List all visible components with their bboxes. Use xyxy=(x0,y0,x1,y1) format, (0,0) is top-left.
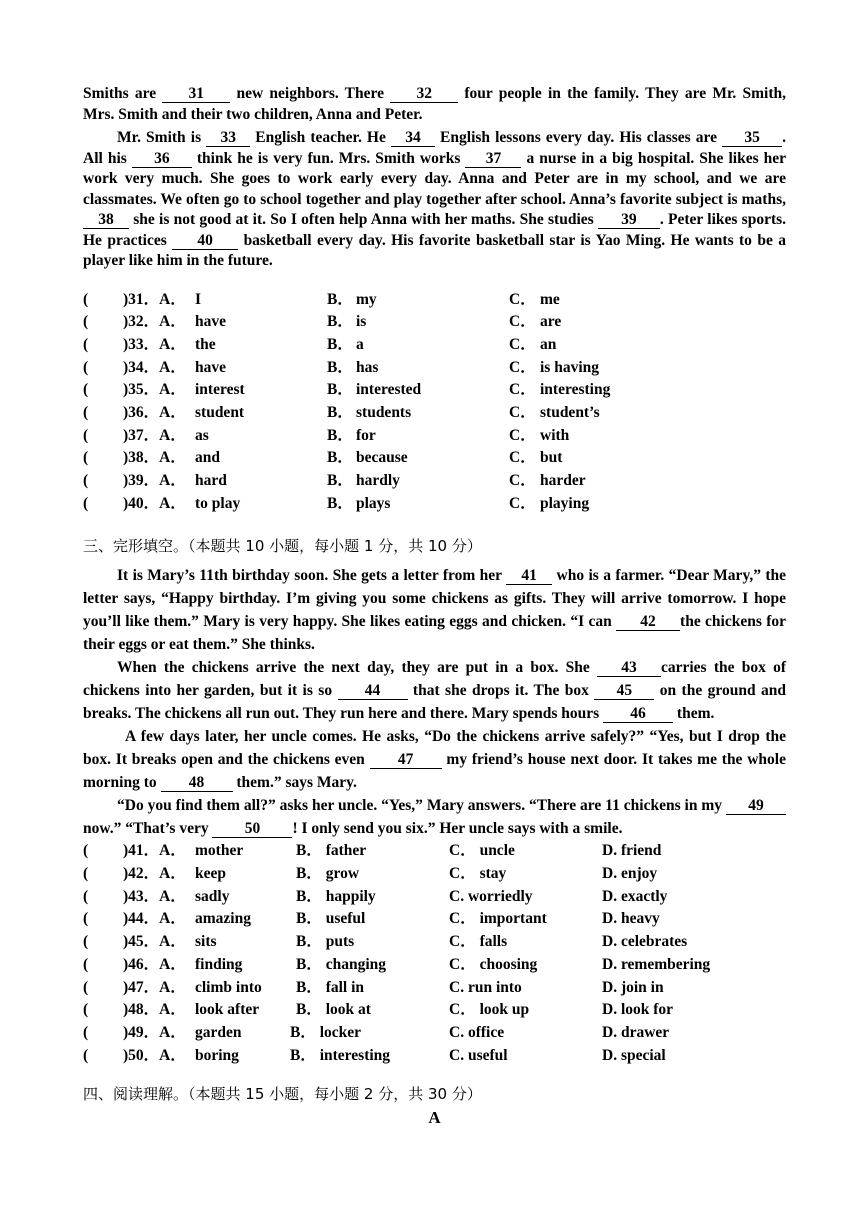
option-paren[interactable]: ( xyxy=(83,426,89,444)
option-c: C. office xyxy=(449,1023,505,1041)
option-num: )42．A． xyxy=(123,865,186,883)
option-d: D. join in xyxy=(602,978,664,996)
passage1-para1 xyxy=(83,84,786,125)
option-bl: B． xyxy=(327,290,353,308)
passage1-para2 xyxy=(83,128,786,272)
question-row xyxy=(83,931,786,954)
option-cl: C． xyxy=(509,313,536,331)
option-b: B． happily xyxy=(296,887,376,905)
answer-blank-49: 49 xyxy=(726,798,786,815)
passage-text: It is Mary’s 11th birthday soon. She gets a letter from her xyxy=(117,567,507,585)
option-d: D. special xyxy=(602,1046,666,1064)
passage1-questions xyxy=(83,289,786,516)
option-a: garden xyxy=(195,1023,242,1041)
passage-text: . All his xyxy=(83,129,786,167)
option-cl: C． xyxy=(509,290,536,308)
option-cl: C． xyxy=(509,449,536,467)
question-row xyxy=(83,954,786,977)
question-row xyxy=(83,470,786,493)
option-paren[interactable]: ( xyxy=(83,494,89,512)
option-bl: B． xyxy=(327,426,353,444)
passage-text: the chickens for their eggs or eat them.” She thinks. xyxy=(83,613,787,654)
option-paren[interactable]: ( xyxy=(83,381,89,399)
option-paren[interactable]: ( xyxy=(83,842,89,860)
option-cl: C． xyxy=(509,403,536,421)
passage-text: now.” “That’s very xyxy=(83,820,213,838)
option-c: C． uncle xyxy=(449,842,515,860)
question-row xyxy=(83,840,786,863)
option-c: C． choosing xyxy=(449,955,538,973)
option-paren[interactable]: ( xyxy=(83,910,89,928)
answer-blank-33: 33 xyxy=(206,130,250,147)
answer-blank-47: 47 xyxy=(370,752,442,769)
option-b: interested xyxy=(356,381,422,399)
option-num: )43．A． xyxy=(123,887,186,905)
answer-blank-38: 38 xyxy=(83,212,129,229)
question-row xyxy=(83,1045,786,1068)
option-c: is having xyxy=(540,358,600,376)
question-row xyxy=(83,402,786,425)
option-paren[interactable]: ( xyxy=(83,313,89,331)
answer-blank-34: 34 xyxy=(391,130,435,147)
option-c: C． stay xyxy=(449,865,507,883)
answer-blank-35: 35 xyxy=(722,130,782,147)
option-paren[interactable]: ( xyxy=(83,1001,89,1019)
passage-text: them. xyxy=(673,705,715,723)
answer-blank-45: 45 xyxy=(594,683,654,700)
option-num: )37．A． xyxy=(123,426,186,444)
option-c: student’s xyxy=(540,403,600,421)
answer-blank-32: 32 xyxy=(390,86,458,103)
option-a: finding xyxy=(195,955,243,973)
option-num: )44．A． xyxy=(123,910,186,928)
passage-text: Smiths are xyxy=(83,85,163,102)
option-paren[interactable]: ( xyxy=(83,403,89,421)
answer-blank-41: 41 xyxy=(506,568,552,585)
option-a: I xyxy=(195,290,202,308)
option-paren[interactable]: ( xyxy=(83,449,89,467)
option-paren[interactable]: ( xyxy=(83,978,89,996)
option-a: mother xyxy=(195,842,244,860)
answer-blank-39: 39 xyxy=(598,212,660,229)
option-bl: B． xyxy=(327,313,353,331)
answer-blank-48: 48 xyxy=(161,775,233,792)
option-a: look after xyxy=(195,1001,260,1019)
question-row xyxy=(83,999,786,1022)
answer-blank-42: 42 xyxy=(616,614,680,631)
option-num: )50．A． xyxy=(123,1046,186,1064)
option-d: D. enjoy xyxy=(602,865,658,883)
option-b: B． interesting xyxy=(290,1046,391,1064)
question-row xyxy=(83,863,786,886)
option-a: climb into xyxy=(195,978,262,996)
option-b: students xyxy=(356,403,412,421)
option-num: )49．A． xyxy=(123,1023,186,1041)
option-a: to play xyxy=(195,494,241,512)
section4-title: 四、阅读理解。（本题共 15 小题，每小题 2 分，共 30 分） xyxy=(83,1085,482,1104)
option-c: C. run into xyxy=(449,978,522,996)
option-paren[interactable]: ( xyxy=(83,865,89,883)
question-row xyxy=(83,357,786,380)
option-d: D. exactly xyxy=(602,887,668,905)
passage-text: . Peter likes sports. He practices xyxy=(83,211,787,249)
option-b: B． fall in xyxy=(296,978,365,996)
passage-text: basketball every day. His favorite basketball star is Yao Ming. He wants to be a player like him in the future. xyxy=(83,231,787,269)
option-c: interesting xyxy=(540,381,611,399)
passage-text: ! I only send you six.” Her uncle says with a smile. xyxy=(292,820,623,838)
option-c: C． important xyxy=(449,910,547,928)
question-row xyxy=(83,447,786,470)
option-c: an xyxy=(540,335,557,353)
option-cl: C． xyxy=(509,358,536,376)
passage2-questions xyxy=(83,840,786,1067)
option-cl: C． xyxy=(509,472,536,489)
question-row xyxy=(83,908,786,931)
option-c: but xyxy=(540,449,563,467)
option-d: D. look for xyxy=(602,1001,674,1019)
option-cl: C． xyxy=(509,381,536,399)
option-cl: C． xyxy=(509,335,536,353)
option-b: B． locker xyxy=(290,1023,362,1041)
option-c: with xyxy=(540,426,570,444)
option-paren[interactable]: ( xyxy=(83,955,89,973)
passage2-para1 xyxy=(83,564,786,656)
passage-text: carries the box of chickens into her garden, but it is so xyxy=(83,659,786,700)
option-paren[interactable]: ( xyxy=(83,1046,89,1064)
option-bl: B． xyxy=(327,472,353,489)
option-paren[interactable]: ( xyxy=(83,887,89,905)
option-num: )32．A． xyxy=(123,313,186,331)
passage-text: English teacher. He xyxy=(250,129,391,146)
option-b: B． useful xyxy=(296,910,366,928)
question-row xyxy=(83,886,786,909)
option-bl: B． xyxy=(327,494,353,512)
question-row xyxy=(83,311,786,334)
passage-text: think he is very fun. Mrs. Smith works xyxy=(191,149,466,167)
option-d: D. remembering xyxy=(602,955,711,973)
option-a: as xyxy=(195,426,209,444)
option-num: )36．A． xyxy=(123,403,186,421)
question-row xyxy=(83,379,786,402)
option-b: for xyxy=(356,426,376,444)
answer-blank-46: 46 xyxy=(603,706,673,723)
option-cl: C． xyxy=(509,426,536,444)
option-bl: B． xyxy=(327,381,353,399)
section3-title: 三、完形填空。（本题共 10 小题，每小题 1 分，共 10 分） xyxy=(83,537,482,556)
option-a: keep xyxy=(195,865,226,883)
option-b: B． grow xyxy=(296,865,360,883)
option-a: amazing xyxy=(195,910,251,928)
option-num: )34．A． xyxy=(123,358,186,376)
question-row xyxy=(83,493,786,516)
passage-text: English lessons every day. His classes are xyxy=(434,129,723,146)
option-c: harder xyxy=(540,472,586,489)
option-a: sits xyxy=(195,933,217,951)
option-c: playing xyxy=(540,494,590,512)
option-d: D. celebrates xyxy=(602,933,688,951)
question-row xyxy=(83,977,786,1000)
answer-blank-36: 36 xyxy=(132,151,192,168)
option-a: sadly xyxy=(195,887,230,905)
answer-blank-40: 40 xyxy=(172,233,238,250)
passage-text: my friend’s house next door. It takes me the whole morning to xyxy=(83,751,786,792)
option-a: interest xyxy=(195,381,245,399)
option-b: because xyxy=(356,449,408,467)
option-bl: B． xyxy=(327,358,353,376)
option-b: B． puts xyxy=(296,933,355,951)
option-num: )33．A． xyxy=(123,335,186,353)
option-a: have xyxy=(195,358,226,376)
passage-text: When the chickens arrive the next day, they are put in a box. She xyxy=(117,659,597,677)
option-c: C. worriedly xyxy=(449,887,533,905)
option-paren[interactable]: ( xyxy=(83,933,89,951)
option-num: )35．A． xyxy=(123,381,186,399)
answer-blank-43: 43 xyxy=(597,660,661,677)
option-c: C. useful xyxy=(449,1046,508,1064)
option-paren[interactable]: ( xyxy=(83,290,89,308)
option-paren[interactable]: ( xyxy=(83,335,89,353)
passage-text: she is not good at it. So I often help Anna with her maths. She studies xyxy=(129,211,598,228)
part-label: A xyxy=(428,1108,441,1128)
option-num: )46．A． xyxy=(123,955,186,973)
option-b: plays xyxy=(356,494,391,512)
answer-blank-31: 31 xyxy=(162,86,230,103)
passage-text: them.” says Mary. xyxy=(232,774,357,792)
passage2-para2 xyxy=(83,656,786,725)
option-b: hardly xyxy=(356,472,400,489)
option-d: D. heavy xyxy=(602,910,660,928)
option-a: hard xyxy=(195,472,227,489)
option-num: )41．A． xyxy=(123,842,186,860)
question-row xyxy=(83,289,786,312)
option-a: boring xyxy=(195,1046,239,1064)
option-b: a xyxy=(356,335,364,353)
option-b: is xyxy=(356,313,367,331)
option-b: B． changing xyxy=(296,955,387,973)
passage2-para4 xyxy=(83,794,786,840)
passage-text: that she drops it. The box xyxy=(407,682,595,700)
passage-text: Mr. Smith is xyxy=(117,129,207,146)
question-row xyxy=(83,425,786,448)
option-b: B． look at xyxy=(296,1001,371,1019)
option-num: )48．A． xyxy=(123,1001,186,1019)
passage-text: four people in the family. They are Mr. Smith, Mrs. Smith and their two children, Anna and Peter. xyxy=(83,85,786,123)
passage-text: A few days later, her uncle comes. He asks, “Do the chickens arrive safely?” “Yes, but I drop the box. It breaks open and the chickens even xyxy=(83,728,786,769)
option-num: )45．A． xyxy=(123,933,186,951)
option-a: and xyxy=(195,449,220,467)
option-c: C． falls xyxy=(449,933,508,951)
option-paren[interactable]: ( xyxy=(83,472,89,489)
question-row xyxy=(83,1022,786,1045)
option-a: student xyxy=(195,403,245,421)
option-bl: B． xyxy=(327,403,353,421)
option-num: )47．A． xyxy=(123,978,186,996)
option-paren[interactable]: ( xyxy=(83,1023,89,1041)
option-paren[interactable]: ( xyxy=(83,358,89,376)
answer-blank-50: 50 xyxy=(212,821,292,838)
option-bl: B． xyxy=(327,335,353,353)
option-cl: C． xyxy=(509,494,536,512)
passage-text: “Do you find them all?” asks her uncle. “Yes,” Mary answers. “There are 11 chickens in my xyxy=(117,797,726,815)
option-a: the xyxy=(195,335,216,353)
passage-text: new neighbors. There xyxy=(230,85,391,102)
option-a: have xyxy=(195,313,226,331)
option-c: me xyxy=(540,290,560,308)
option-bl: B． xyxy=(327,449,353,467)
option-num: )39．A． xyxy=(123,472,186,489)
option-d: D. friend xyxy=(602,842,662,860)
option-num: )38．A． xyxy=(123,449,186,467)
passage2-para3 xyxy=(83,725,786,794)
exam-page xyxy=(83,84,786,1128)
option-b: my xyxy=(356,290,377,308)
answer-blank-44: 44 xyxy=(338,683,408,700)
passage-text: a nurse in a big hospital. She likes her work very much. She goes to work early every day. Anna and Peter are in my school, and we are classmates. We often go to school together and play together after school. Anna’s favorite subject is maths, xyxy=(83,149,787,208)
option-c: C． look up xyxy=(449,1001,530,1019)
passage-text: on the ground and breaks. The chickens all run out. They run here and there. Mary spends hours xyxy=(83,682,786,723)
option-c: are xyxy=(540,313,562,331)
option-b: B． father xyxy=(296,842,367,860)
option-num: )31．A． xyxy=(123,290,186,308)
question-row xyxy=(83,334,786,357)
option-num: )40．A． xyxy=(123,494,186,512)
answer-blank-37: 37 xyxy=(465,151,521,168)
passage-text: who is a farmer. “Dear Mary,” the letter says, “Happy birthday. I’m giving you some chickens as gifts. They will arrive tomorrow. I hope you’ll like them.” Mary is very happy. She likes eating eggs and chicken. “I can xyxy=(83,567,787,631)
option-d: D. drawer xyxy=(602,1023,670,1041)
option-b: has xyxy=(356,358,379,376)
